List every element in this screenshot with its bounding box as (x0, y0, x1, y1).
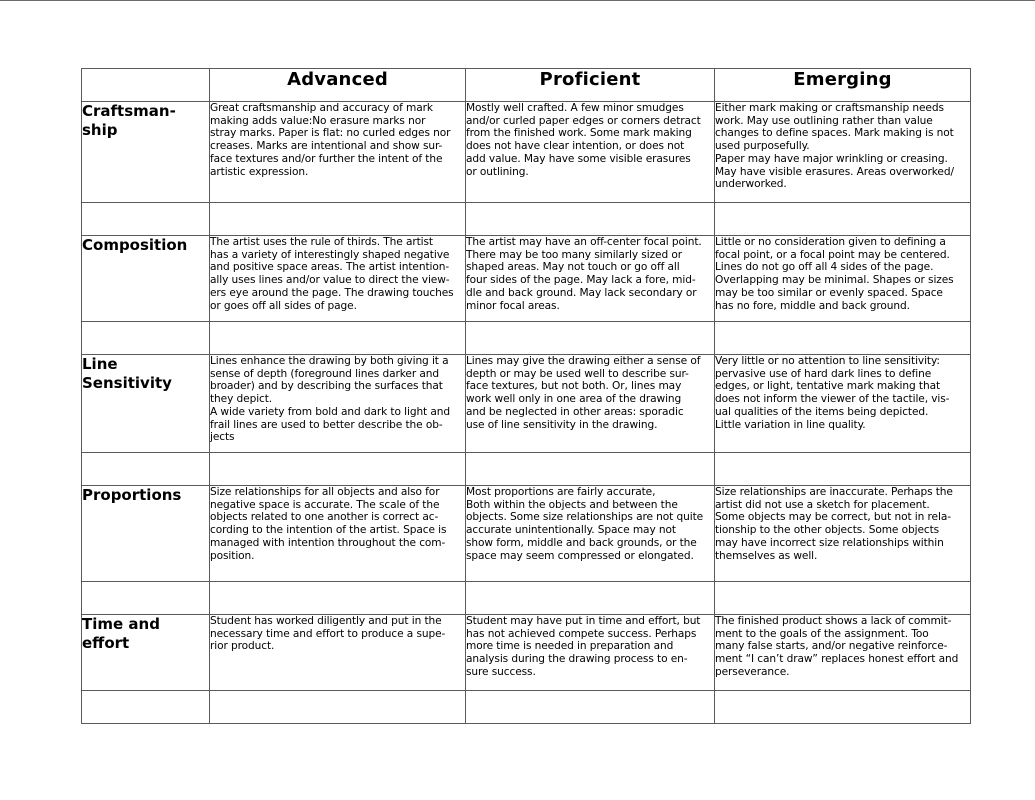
score-cell-advanced[interactable] (210, 582, 466, 615)
criterion-row-time-and-effort (82, 615, 971, 691)
criterion-row-line-sensitivity (82, 355, 971, 453)
descriptor-line: Very little or no attention to line sensitivity: (715, 355, 940, 367)
descriptor-line: or goes off all sides of page. (210, 299, 357, 312)
descriptor-line: artist did not use a sketch for placement. (715, 498, 930, 511)
descriptor-line: changes to define spaces. Mark making is not (715, 127, 954, 140)
score-row-craftsmanship (82, 203, 971, 236)
descriptor-line: add value. May have some visible erasures (466, 152, 691, 165)
criterion-row-composition (82, 236, 971, 322)
score-cell-emerging[interactable] (715, 322, 971, 355)
score-row-line-sensitivity (82, 453, 971, 486)
criterion-label (82, 486, 210, 582)
descriptor-line: they depict. (210, 393, 273, 406)
rubric-table (81, 68, 971, 724)
level-header-emerging: Emerging (715, 69, 971, 102)
score-row-time-and-effort (82, 691, 971, 724)
descriptor-line: four sides of the page. May lack a fore, mid- (466, 274, 696, 287)
score-row-composition (82, 322, 971, 355)
descriptor-line: may be too similar or evenly spaced. Space (715, 286, 943, 299)
score-cell-advanced[interactable] (210, 453, 466, 486)
descriptor-line: Both within the objects and between the (466, 498, 678, 511)
score-cell-proficient[interactable] (466, 582, 715, 615)
criterion-label-line: Craftsman- (82, 102, 176, 120)
criterion-label (82, 102, 210, 203)
descriptor-line: There may be too many similarly sized or (466, 248, 682, 261)
descriptor-line: objects related to one another is correct ac- (210, 511, 439, 524)
descriptor-line: from the finished work. Some mark making (466, 127, 692, 140)
descriptor-line: edges, or light, tentative mark making that (715, 380, 941, 393)
score-cell-emerging[interactable] (715, 691, 971, 724)
descriptor-line: Little variation in line quality. (715, 418, 866, 431)
descriptor-line: frail lines are used to better describe the ob- (210, 418, 443, 431)
descriptor-line: creases. Marks are intentional and show sur- (210, 140, 443, 153)
score-cell-criterion[interactable] (82, 203, 210, 236)
descriptor-line: position. (210, 549, 255, 562)
descriptor-line: has a variety of interestingly shaped negative (210, 248, 450, 261)
descriptor-advanced (210, 615, 466, 691)
score-cell-emerging[interactable] (715, 453, 971, 486)
descriptor-line: jects (210, 431, 235, 444)
descriptor-line: work. May use outlining rather than value (715, 114, 933, 127)
descriptor-line: necessary time and effort to produce a supe- (210, 627, 446, 640)
descriptor-proficient (466, 102, 715, 203)
descriptor-line: Mostly well crafted. A few minor smudges (466, 102, 684, 114)
criterion-label-line: Composition (82, 236, 188, 254)
descriptor-line: work well only in one area of the drawing (466, 393, 682, 406)
level-header-advanced: Advanced (210, 69, 466, 102)
score-cell-emerging[interactable] (715, 203, 971, 236)
descriptor-line: Overlapping may be minimal. Shapes or sizes (715, 274, 954, 287)
score-cell-proficient[interactable] (466, 322, 715, 355)
descriptor-emerging (715, 102, 971, 203)
descriptor-emerging (715, 355, 971, 453)
descriptor-line: space may seem compressed or elongated. (466, 549, 694, 562)
descriptor-line: Either mark making or craftsmanship needs (715, 102, 944, 114)
descriptor-line: accurate unintentionally. Space may not (466, 524, 676, 537)
descriptor-advanced (210, 486, 466, 582)
descriptor-line: face textures and/or further the intent of the (210, 152, 443, 165)
descriptor-line: Some objects may be correct, but not in rela- (715, 511, 951, 524)
criterion-label-line: Line (82, 355, 118, 373)
descriptor-line: use of line sensitivity in the drawing. (466, 418, 658, 431)
descriptor-line: sense of depth (foreground lines darker and (210, 367, 439, 380)
score-cell-criterion[interactable] (82, 691, 210, 724)
score-cell-advanced[interactable] (210, 203, 466, 236)
descriptor-line: has not achieved compete success. Perhaps (466, 627, 697, 640)
descriptor-line: negative space is accurate. The scale of the (210, 498, 440, 511)
descriptor-line: Most proportions are fairly accurate, (466, 486, 656, 498)
descriptor-line: or outlining. (466, 165, 529, 178)
descriptor-line: underworked. (715, 178, 787, 191)
descriptor-advanced (210, 102, 466, 203)
criterion-label (82, 236, 210, 322)
criterion-row-proportions (82, 486, 971, 582)
rubric-body (82, 102, 971, 724)
descriptor-line: A wide variety from bold and dark to light and (210, 405, 451, 418)
criterion-label-line: Proportions (82, 486, 182, 504)
score-cell-advanced[interactable] (210, 322, 466, 355)
descriptor-line: sure success. (466, 665, 536, 678)
descriptor-line: and be neglected in other areas: sporadic (466, 405, 684, 418)
score-cell-emerging[interactable] (715, 582, 971, 615)
descriptor-line: show form, middle and back grounds, or the (466, 536, 697, 549)
descriptor-line: ally uses lines and/or value to direct the view- (210, 274, 450, 287)
descriptor-line: does not inform the viewer of the tactile, vis- (715, 393, 950, 406)
level-header-proficient: Proficient (466, 69, 715, 102)
descriptor-line: and/or curled paper edges or corners detract (466, 114, 701, 127)
descriptor-line: managed with intention throughout the com- (210, 536, 446, 549)
descriptor-proficient (466, 236, 715, 322)
descriptor-line: perseverance. (715, 665, 790, 678)
criterion-label-line: ship (82, 121, 118, 139)
descriptor-line: and positive space areas. The artist intention- (210, 261, 450, 274)
score-cell-criterion[interactable] (82, 453, 210, 486)
page-top-border (0, 0, 1035, 1)
score-cell-advanced[interactable] (210, 691, 466, 724)
descriptor-line: The artist uses the rule of thirds. The artist (210, 236, 433, 248)
descriptor-line: Little or no consideration given to defining a (715, 236, 946, 248)
score-cell-criterion[interactable] (82, 582, 210, 615)
descriptor-line: May have visible erasures. Areas overworked/ (715, 165, 954, 178)
descriptor-proficient (466, 615, 715, 691)
descriptor-line: themselves as well. (715, 549, 818, 562)
descriptor-line: has no fore, middle and back ground. (715, 299, 910, 312)
descriptor-line: depth or may be used well to describe sur- (466, 367, 689, 380)
header-corner-cell (82, 69, 210, 102)
descriptor-line: objects. Some size relationships are not quite (466, 511, 704, 524)
descriptor-line: ual qualities of the items being depicted. (715, 405, 929, 418)
descriptor-line: cording to the intention of the artist. Space is (210, 524, 447, 537)
criterion-label-line: Sensitivity (82, 374, 172, 392)
score-cell-criterion[interactable] (82, 322, 210, 355)
descriptor-line: Great craftsmanship and accuracy of mark (210, 102, 433, 114)
descriptor-line: may have incorrect size relationships within (715, 536, 944, 549)
criterion-row-craftsmanship (82, 102, 971, 203)
descriptor-line: tionship to the other objects. Some objects (715, 524, 940, 537)
descriptor-line: Size relationships for all objects and also for (210, 486, 440, 498)
descriptor-line: shaped areas. May not touch or go off all (466, 261, 680, 274)
descriptor-advanced (210, 236, 466, 322)
score-row-proportions (82, 582, 971, 615)
descriptor-line: Lines enhance the drawing by both giving it a (210, 355, 449, 367)
descriptor-emerging (715, 236, 971, 322)
score-cell-proficient[interactable] (466, 691, 715, 724)
criterion-label-line: Time and (82, 615, 160, 633)
descriptor-proficient (466, 355, 715, 453)
descriptor-line: more time is needed in preparation and (466, 640, 674, 653)
criterion-label-line: effort (82, 634, 130, 652)
descriptor-line: broader) and by describing the surfaces that (210, 380, 443, 393)
descriptor-emerging (715, 486, 971, 582)
descriptor-proficient (466, 486, 715, 582)
descriptor-line: face textures, but not both. Or, lines may (466, 380, 682, 393)
score-cell-proficient[interactable] (466, 203, 715, 236)
descriptor-line: Paper may have major wrinkling or creasing. (715, 152, 948, 165)
descriptor-line: Size relationships are inaccurate. Perhaps the (715, 486, 953, 498)
criterion-label (82, 355, 210, 453)
descriptor-line: many false starts, and/or negative reinforce- (715, 640, 948, 653)
descriptor-line: artistic expression. (210, 165, 309, 178)
header-row (82, 69, 971, 102)
descriptor-line: Student has worked diligently and put in the (210, 615, 442, 627)
descriptor-advanced (210, 355, 466, 453)
descriptor-line: The artist may have an off-center focal point. (466, 236, 702, 248)
criterion-label (82, 615, 210, 691)
descriptor-line: analysis during the drawing process to en- (466, 653, 688, 666)
descriptor-line: ment to the goals of the assignment. Too (715, 627, 929, 640)
descriptor-line: The finished product shows a lack of commit- (715, 615, 952, 627)
descriptor-line: Student may have put in time and effort, but (466, 615, 701, 627)
descriptor-line: Lines do not go off all 4 sides of the page. (715, 261, 934, 274)
descriptor-line: used purposefully. (715, 140, 810, 153)
descriptor-line: rior product. (210, 640, 275, 653)
descriptor-line: ment “I can’t draw” replaces honest effort and (715, 653, 959, 666)
descriptor-line: pervasive use of hard dark lines to define (715, 367, 932, 380)
descriptor-line: stray marks. Paper is flat: no curled edges nor (210, 127, 451, 140)
descriptor-line: does not have clear intention, or does not (466, 140, 685, 153)
descriptor-emerging (715, 615, 971, 691)
descriptor-line: Lines may give the drawing either a sense of (466, 355, 701, 367)
descriptor-line: making adds value:No erasure marks nor (210, 114, 426, 127)
descriptor-line: ers eye around the page. The drawing touches (210, 286, 454, 299)
descriptor-line: minor focal areas. (466, 299, 560, 312)
descriptor-line: focal point, or a focal point may be centered. (715, 248, 950, 261)
score-cell-proficient[interactable] (466, 453, 715, 486)
descriptor-line: dle and back ground. May lack secondary or (466, 286, 697, 299)
